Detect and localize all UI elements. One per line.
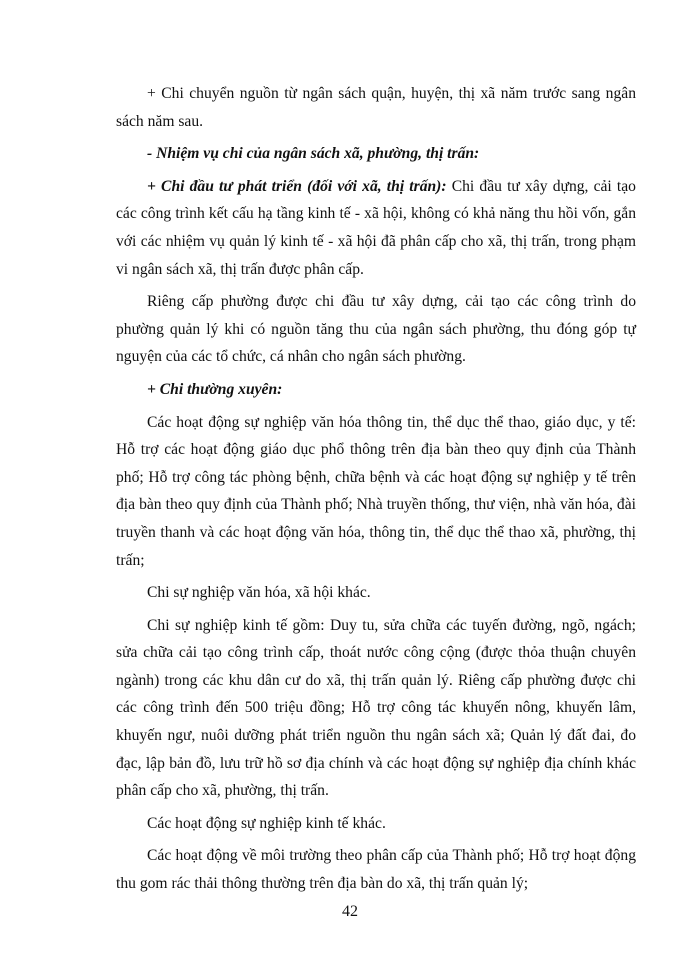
heading-recurrent-spending: + Chi thường xuyên:	[147, 380, 283, 398]
paragraph-development-investment: + Chi đầu tư phát triển (đối với xã, thị trấn): Chi đầu tư xây dựng, cải tạo các công trình kết cấu hạ tầng kinh tế - xã hội, không có khả năng thu hồi vốn, gắn với các nhiệm vụ quản lý kinh tế - xã hội đã phân cấp cho xã, thị trấn, trong phạm vi ngân sách xã, thị trấn được phân cấp.	[116, 177, 636, 278]
paragraph-environment: Các hoạt động về môi trường theo phân cấp của Thành phố; Hỗ trợ hoạt động thu gom rác thải thông thường trên địa bàn do xã, thị trấn quản lý;	[116, 847, 636, 893]
paragraph-economic-spending: Chi sự nghiệp kinh tế gồm: Duy tu, sửa chữa các tuyến đường, ngõ, ngách; sửa chữa cải tạo công trình cấp, thoát nước công cộng (được thỏa thuận chuyên ngành) trong các khu dân cư do xã, thị trấn quản lý. Riêng cấp phường được chi các công trình đến 500 triệu đồng; Hỗ trợ công tác khuyến nông, khuyến lâm, khuyến ngư, nuôi dưỡng phát triển nguồn thu ngân sách xã; Quản lý đất đai, đo đạc, lập bản đồ, lưu trữ hồ sơ địa chính và các hoạt động sự nghiệp địa chính khác phân cấp cho xã, phường, thị trấn.	[116, 616, 636, 800]
heading-commune-budget-tasks: - Nhiệm vụ chi của ngân sách xã, phường, thị trấn:	[147, 145, 480, 163]
document-body	[116, 80, 636, 903]
page-number: 42	[342, 903, 358, 920]
paragraph-ward-investment: Riêng cấp phường được chi đầu tư xây dựng, cải tạo các công trình do phường quản lý khi có nguồn tăng thu của ngân sách phường, thu đóng góp tự nguyện của các tổ chức, cá nhân cho ngân sách phường.	[116, 293, 636, 366]
paragraph-culture-education-health: Các hoạt động sự nghiệp văn hóa thông tin, thể dục thể thao, giáo dục, y tế: Hỗ trợ các hoạt động giáo dục phổ thông trên địa bàn theo quy định của Thành phố; Hỗ trợ công tác phòng bệnh, chữa bệnh và các hoạt động sự nghiệp y tế trên địa bàn theo quy định của Thành phố; Nhà truyền thống, thư viện, nhà văn hóa, đài truyền thanh và các hoạt động văn hóa, thông tin, thể dục thể thao xã, phường, thị trấn;	[116, 413, 636, 569]
paragraph-other-economic: Các hoạt động sự nghiệp kinh tế khác.	[147, 814, 386, 832]
paragraph-other-culture-social: Chi sự nghiệp văn hóa, xã hội khác.	[147, 584, 371, 602]
paragraph-budget-transfer: + Chi chuyển nguồn từ ngân sách quận, huyện, thị xã năm trước sang ngân sách năm sau.	[116, 85, 636, 130]
